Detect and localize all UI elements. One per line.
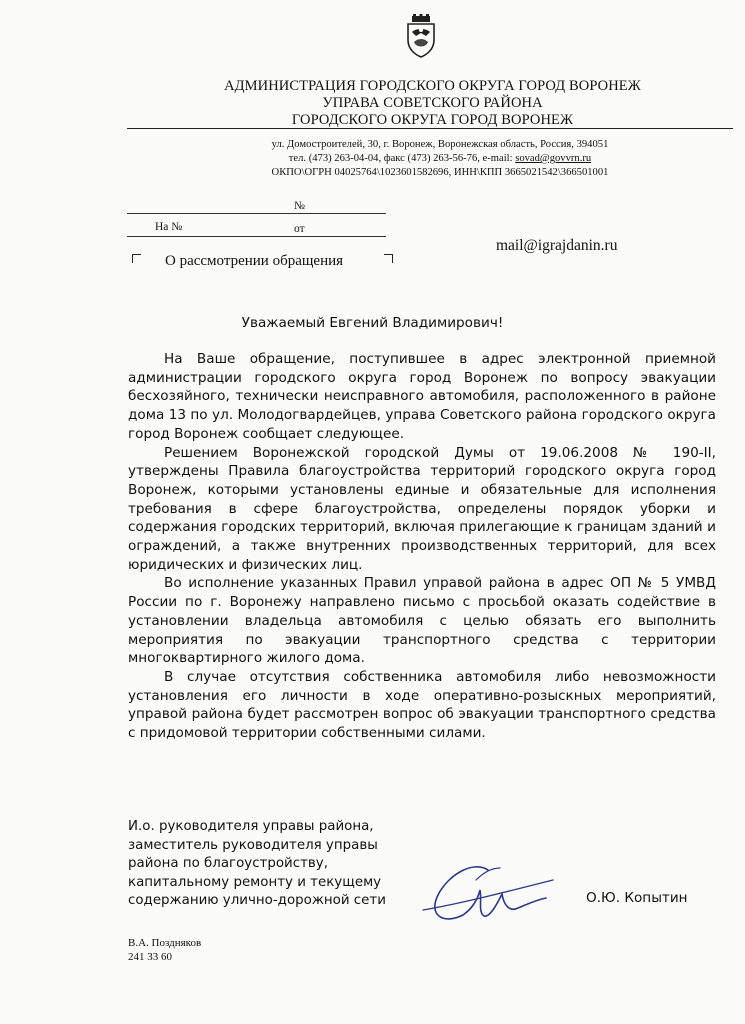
incoming-number-label: На № xyxy=(155,221,183,233)
paragraph-4: В случае отсутствия собственника автомобиля либо невозможности установления его личности в ходе оперативно-розыскных мероприятий, управой района будет рассмотрен вопрос об эвакуации транспортного средства с придомовой территории собственными силами. xyxy=(128,668,716,742)
subject-line: О рассмотрении обращения xyxy=(165,253,344,269)
contact-codes: ОКПО\ОГРН 04025764\1023601582696, ИНН\КПП 3665021542\366501001 xyxy=(271,167,609,178)
position-line-4: капитальному ремонту и текущему xyxy=(128,874,382,890)
paragraph-3: Во исполнение указанных Правил управой района в адрес ОП № 5 УМВД России по г. Воронежу направлено письмо с просьбой оказать содействие в установлении владельца автомобиля с целью обязать его выполнить мероприятия по эвакуации транспортного средства с территории многоквартирного жилого дома. xyxy=(128,575,716,667)
outgoing-number-label: № xyxy=(294,200,305,212)
position-line-5: содержанию улично-дорожной сети xyxy=(128,893,386,909)
paragraph-2: Решением Воронежской городской Думы от 19.06.2008 № 190-II, утверждены Правила благоустройства территорий городского округа город Воронеж, которыми установлены единые и обязательные для исполнения требования в сфере благоустройства, определены порядок уборки и содержания городских территорий, включая прилегающие к границам зданий и ограждений, а также внутренних производственных территорий, для всех юридических и физических лиц. xyxy=(128,444,716,573)
contact-address: ул. Домостроителей, 30, г. Воронеж, Воронежская область, Россия, 394051 xyxy=(271,139,609,150)
header-line-3: ГОРОДСКОГО ОКРУГА ГОРОД ВОРОНЕЖ xyxy=(291,112,574,128)
letter-body xyxy=(128,350,716,743)
contact-email-link[interactable]: sovad@govvrn.ru xyxy=(515,153,592,164)
position-line-3: района по благоустройству, xyxy=(128,856,328,872)
outgoing-number-line xyxy=(127,213,386,214)
incoming-date-label: от xyxy=(294,223,305,235)
incoming-number-line xyxy=(127,236,386,237)
header-line-2: УПРАВА СОВЕТСКОГО РАЙОНА xyxy=(322,95,543,111)
executor-info xyxy=(128,936,201,964)
paragraph-1: На Ваше обращение, поступившее в адрес электронной приемной администрации городского округа город Воронеж по вопросу эвакуации бесхозяйного, технически неисправного автомобиля, расположенного в районе дома 13 по ул. Молодогвардейцев, управа Советского района городского округа город Воронеж сообщает следующее. xyxy=(128,351,716,442)
coat-of-arms-icon xyxy=(404,14,438,58)
signatory-position xyxy=(128,818,428,911)
greeting: Уважаемый Евгений Владимирович! xyxy=(241,315,504,331)
contact-phone: тел. (473) 263-04-04, факс (473) 263-56-76, e-mail: xyxy=(288,153,516,164)
recipient-email: mail@igrajdanin.ru xyxy=(496,237,618,254)
executor-phone: 241 33 60 xyxy=(128,951,172,963)
subject-bracket-right xyxy=(384,254,393,263)
header-line-1: АДМИНИСТРАЦИЯ ГОРОДСКОГО ОКРУГА ГОРОД ВОРОНЕЖ xyxy=(224,78,641,94)
signer-name: О.Ю. Копытин xyxy=(586,890,688,906)
contact-phone-line xyxy=(150,152,730,166)
executor-name: В.А. Поздняков xyxy=(128,937,202,949)
position-line-2: заместитель руководителя управы xyxy=(128,837,378,853)
subject-bracket-left xyxy=(132,254,141,263)
header-divider xyxy=(127,128,733,129)
position-line-1: И.о. руководителя управы района, xyxy=(128,819,374,834)
handwritten-signature xyxy=(418,850,558,930)
